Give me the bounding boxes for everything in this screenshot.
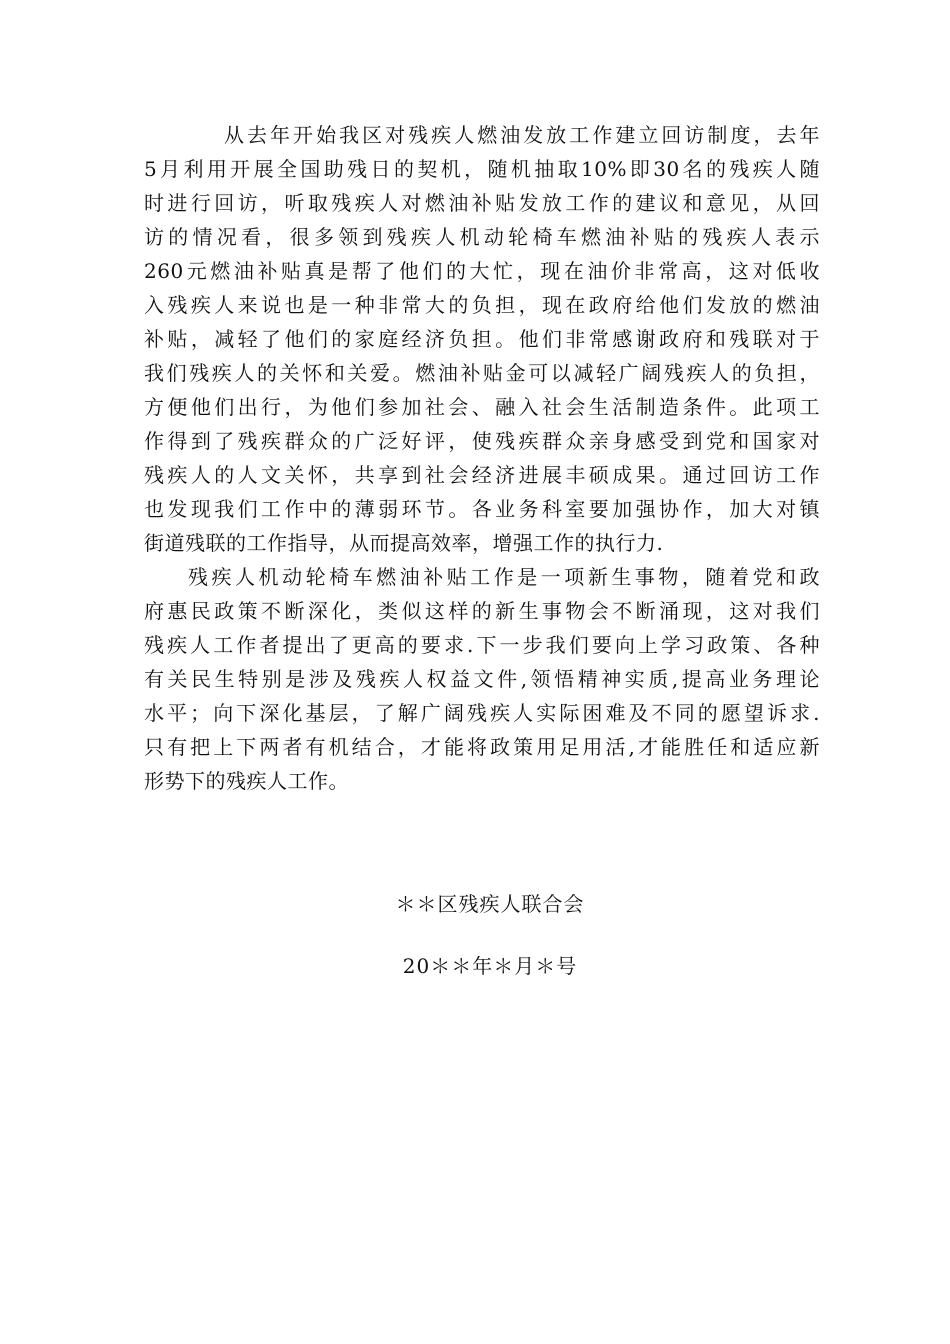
paragraph-2-line-6: 只有把上下两者有机结合，才能将政策用足用活,才能胜任和适应新	[144, 735, 820, 759]
paragraph-1-line-2: 5月利用开展全国助残日的契机，随机抽取10%即30名的残疾人随	[144, 157, 820, 181]
document-body	[144, 118, 820, 798]
paragraph-1-line-6: 入残疾人来说也是一种非常大的负担，现在政府给他们发放的燃油	[144, 293, 820, 317]
paragraph-1-line-8: 我们残疾人的关怀和关爱。燃油补贴金可以减轻广阔残疾人的负担，	[144, 361, 820, 385]
paragraph-1-line-7: 补贴，减轻了他们的家庭经济负担。他们非常感谢政府和残联对于	[144, 327, 820, 351]
paragraph-2-line-2: 府惠民政策不断深化，类似这样的新生事物会不断涌现，这对我们	[144, 599, 820, 623]
paragraph-1-line-5: 260元燃油补贴真是帮了他们的大忙，现在油价非常高，这对低收	[144, 259, 820, 283]
paragraph-2-line-3: 残疾人工作者提出了更高的要求.下一步我们要向上学习政策、各种	[144, 633, 820, 657]
paragraph-1-line-3: 时进行回访，听取残疾人对燃油补贴发放工作的建议和意见，从回	[144, 191, 820, 215]
paragraph-1-line-13: 街道残联的工作指导，从而提高效率，增强工作的执行力.	[144, 531, 664, 555]
paragraph-1-line-12: 也发现我们工作中的薄弱环节。各业务科室要加强协作，加大对镇	[144, 497, 820, 521]
paragraph-1-line-1: 从去年开始我区对残疾人燃油发放工作建立回访制度，去年	[224, 123, 820, 147]
signature-date: 20＊＊年＊月＊号	[402, 954, 578, 978]
paragraph-2-line-5: 水平；向下深化基层，了解广阔残疾人实际困难及不同的愿望诉求.	[144, 701, 820, 725]
paragraph-2-line-7: 形势下的残疾人工作。	[144, 769, 349, 793]
paragraph-1-line-11: 残疾人的人文关怀，共享到社会经济进展丰硕成果。通过回访工作	[144, 463, 820, 487]
paragraph-2-line-1: 残疾人机动轮椅车燃油补贴工作是一项新生事物，随着党和政	[188, 565, 820, 589]
paragraph-1-line-9: 方便他们出行，为他们参加社会、融入社会生活制造条件。此项工	[144, 395, 820, 419]
paragraph-1-line-10: 作得到了残疾群众的广泛好评，使残疾群众亲身感受到党和国家对	[144, 429, 820, 453]
paragraph-1-line-4: 访的情况看，很多领到残疾人机动轮椅车燃油补贴的残疾人表示	[144, 225, 820, 249]
paragraph-2-line-4: 有关民生特别是涉及残疾人权益文件,领悟精神实质,提高业务理论	[144, 667, 820, 691]
signature-organization: ＊＊区残疾人联合会	[395, 892, 585, 916]
